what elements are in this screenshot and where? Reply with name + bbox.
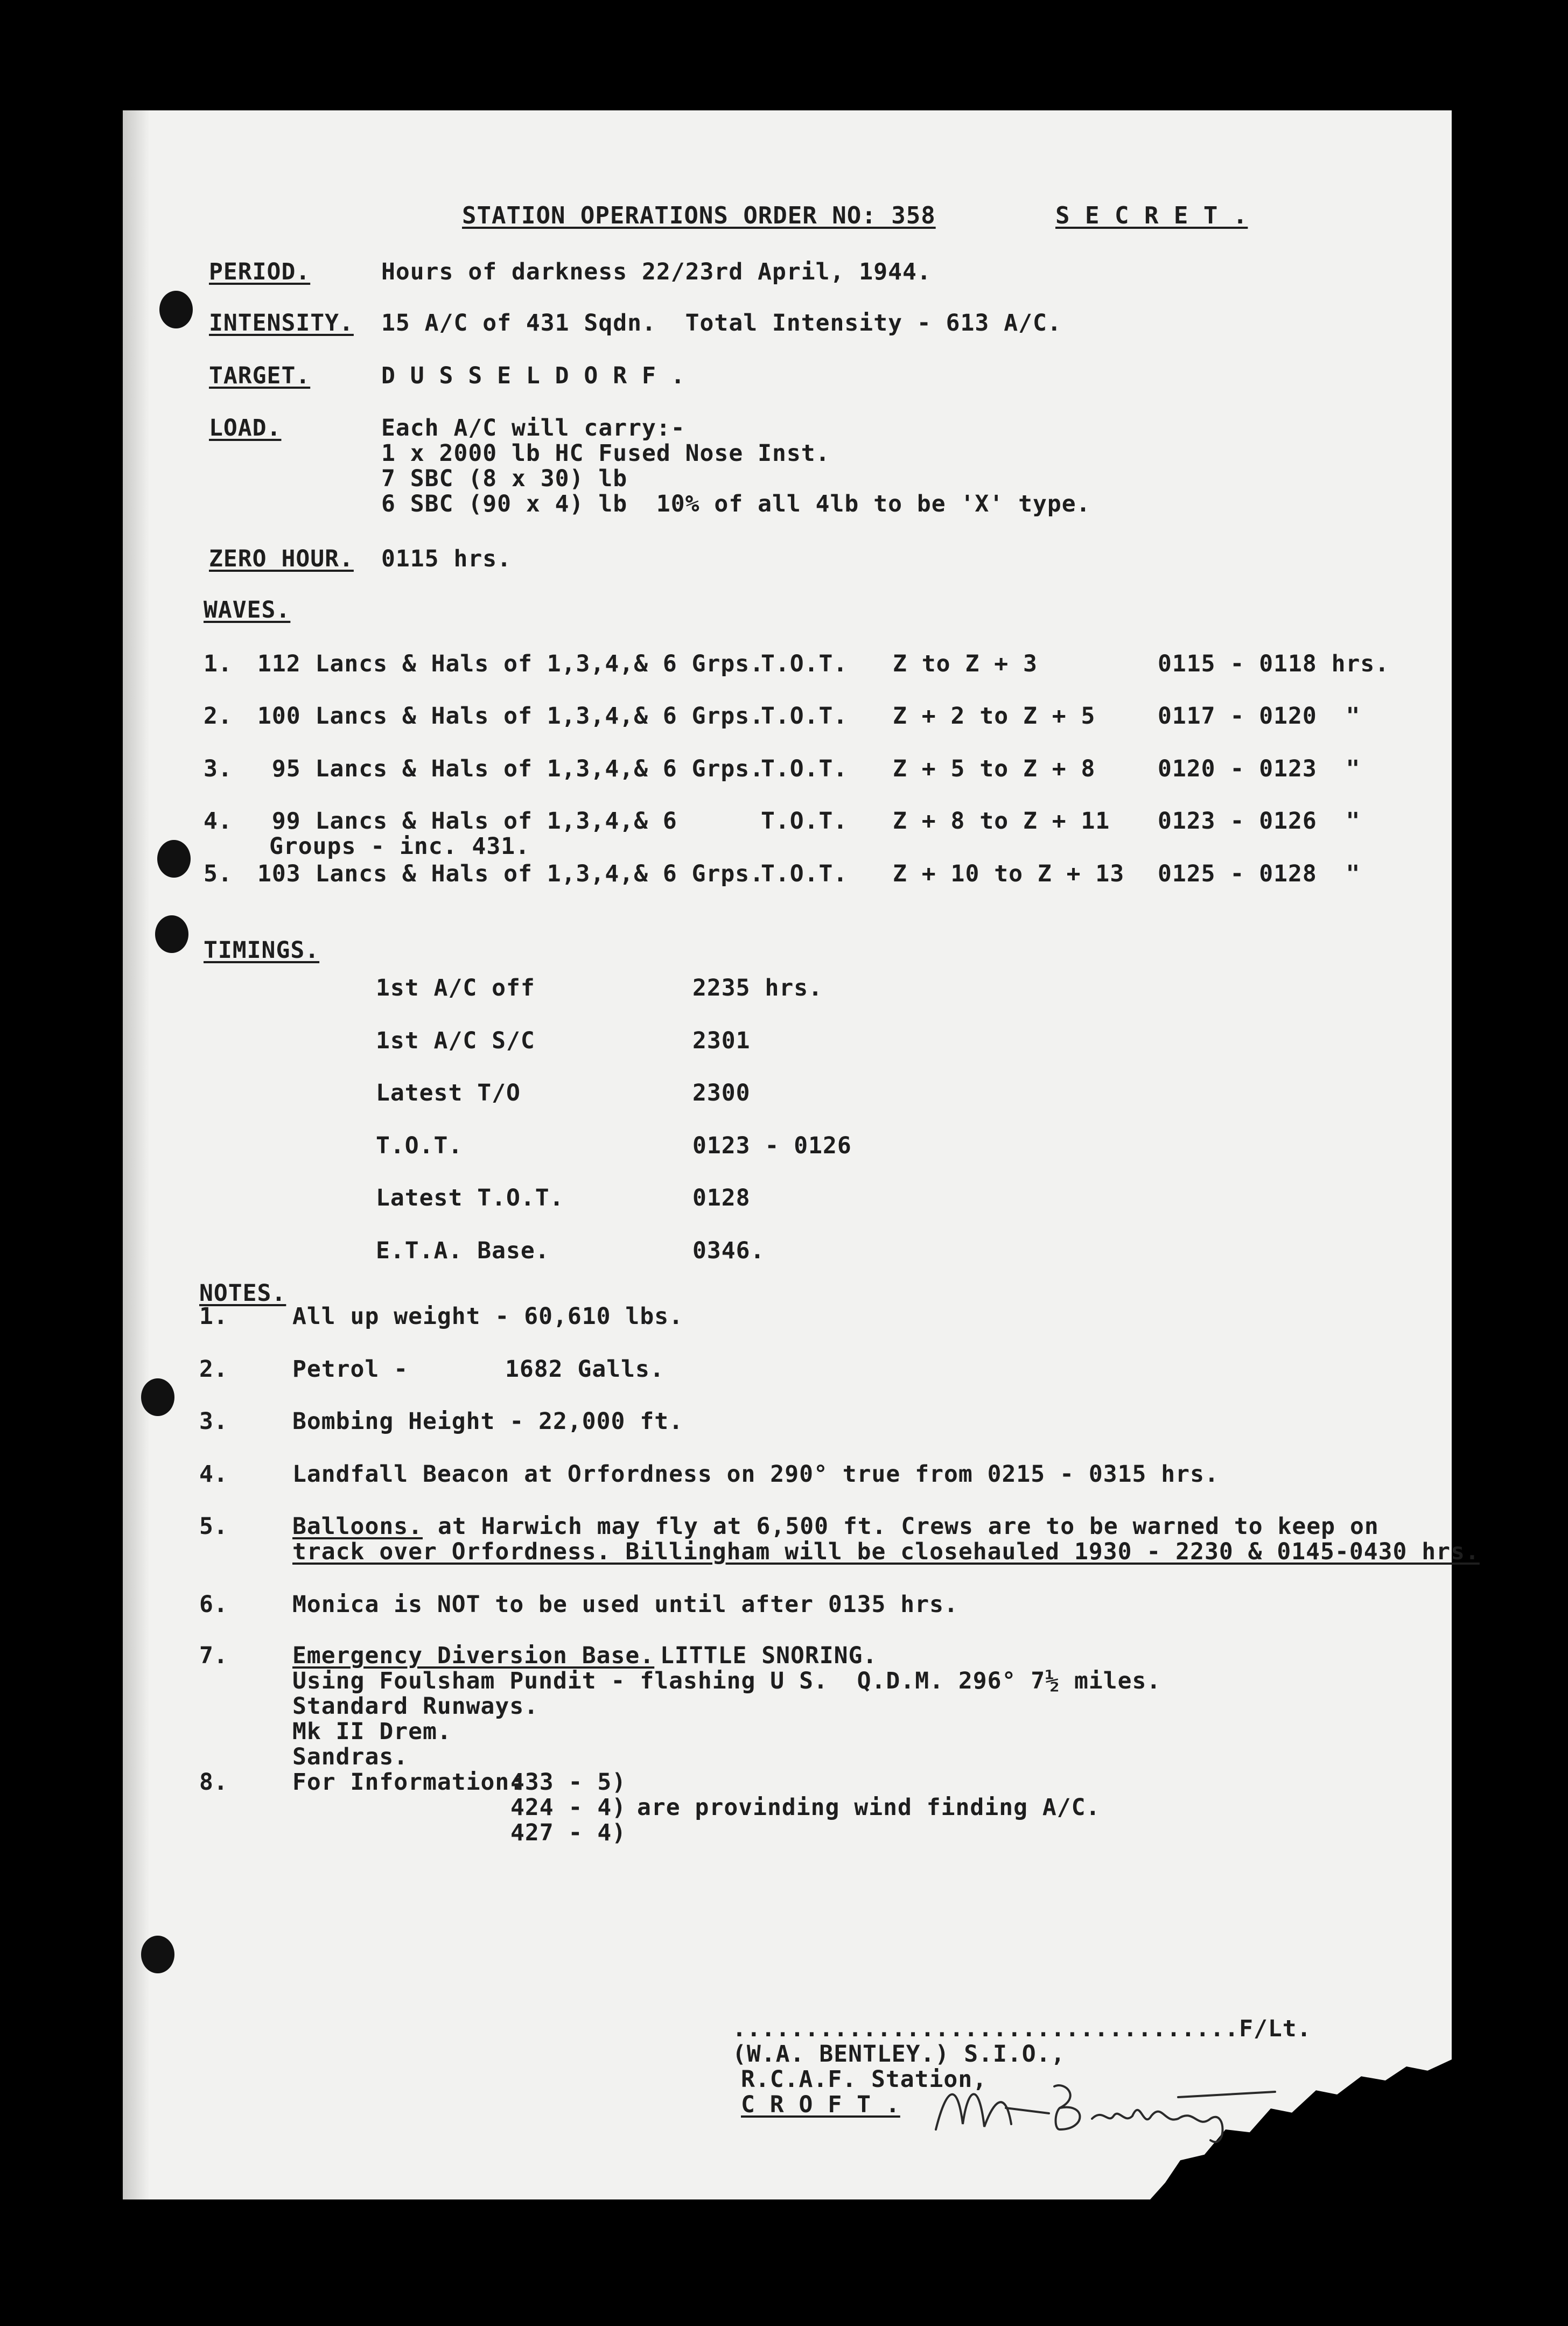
timing-value: 2301 — [692, 1027, 751, 1054]
wave-tot: T.O.T. — [761, 755, 848, 782]
punch-hole — [155, 915, 188, 953]
note-balloons-line: track over Orfordness. Billingham will be closehauled 1930 - 2230 & 0145-0430 hrs. — [292, 1538, 1480, 1565]
signatory-unit: R.C.A.F. Station, — [741, 2066, 988, 2093]
timings-label: TIMINGS. — [204, 937, 320, 964]
note-balloons-head: Balloons. — [292, 1513, 423, 1540]
note-bombing-height: Bombing Height - 22,000 ft. — [292, 1408, 683, 1435]
wave-zone: Z + 2 to Z + 5 — [893, 703, 1096, 730]
wave-time: 0120 - 0123 " — [1158, 755, 1361, 782]
note-number: 1. — [199, 1303, 228, 1330]
wave-number: 3. — [204, 755, 233, 782]
wave-number: 5. — [204, 860, 233, 887]
intensity-value: 15 A/C of 431 Sqdn. Total Intensity - 613 A/C. — [381, 310, 1062, 337]
note-diversion-line: Mk II Drem. — [292, 1718, 452, 1745]
wave-tot: T.O.T. — [761, 650, 848, 677]
wave-number: 4. — [204, 808, 233, 835]
note-information-text: are provinding wind finding A/C. — [637, 1794, 1101, 1821]
note-landfall-beacon: Landfall Beacon at Orfordness on 290° true from 0215 - 0315 hrs. — [292, 1461, 1219, 1488]
signatory-place: C R O F T . — [741, 2091, 900, 2118]
wave-description: 100 Lancs & Hals of 1,3,4,& 6 Grps. — [257, 703, 765, 730]
target-value: D U S S E L D O R F . — [381, 362, 685, 389]
timing-value: 0123 - 0126 — [692, 1132, 852, 1159]
waves-label: WAVES. — [204, 597, 291, 623]
note-info-count: 424 - 4) — [510, 1794, 627, 1821]
wave-zone: Z to Z + 3 — [893, 650, 1038, 677]
note-number: 4. — [199, 1461, 228, 1488]
timing-label: T.O.T. — [376, 1132, 463, 1159]
zero-hour-value: 0115 hrs. — [381, 545, 512, 572]
wave-description: 95 Lancs & Hals of 1,3,4,& 6 Grps. — [257, 755, 765, 782]
note-diversion-line: Standard Runways. — [292, 1693, 539, 1720]
page-edge-shadow — [123, 110, 150, 2199]
note-info-count: 427 - 4) — [510, 1819, 627, 1846]
period-value: Hours of darkness 22/23rd April, 1944. — [381, 258, 932, 285]
note-diversion-line: Using Foulsham Pundit - flashing U S. Q.D.M. 296° 7½ miles. — [292, 1668, 1161, 1694]
notes-label: NOTES. — [199, 1280, 286, 1307]
timing-value: 2300 — [692, 1080, 751, 1106]
note-number: 6. — [199, 1591, 228, 1618]
timing-label: 1st A/C S/C — [376, 1027, 535, 1054]
wave-description: 103 Lancs & Hals of 1,3,4,& 6 Grps. — [257, 860, 765, 887]
note-petrol-value: 1682 Galls. — [505, 1356, 664, 1383]
order-title: STATION OPERATIONS ORDER NO: 358 — [462, 202, 936, 229]
wave-tot: T.O.T. — [761, 703, 848, 730]
note-number: 2. — [199, 1356, 228, 1383]
punch-hole — [157, 840, 191, 878]
wave-zone: Z + 10 to Z + 13 — [893, 860, 1125, 887]
note-number: 8. — [199, 1769, 228, 1796]
document-page — [123, 110, 1480, 2199]
load-line: Each A/C will carry:- — [381, 415, 685, 442]
signatory-name: (W.A. BENTLEY.) S.I.O., — [732, 2041, 1066, 2068]
note-diversion-line: Sandras. — [292, 1743, 409, 1770]
timing-value: 2235 hrs. — [692, 975, 823, 1001]
note-info-count: 433 - 5) — [510, 1769, 627, 1796]
note-diversion-place: LITTLE SNORING. — [660, 1642, 878, 1669]
load-label: LOAD. — [209, 415, 282, 442]
wave-zone: Z + 8 to Z + 11 — [893, 808, 1110, 835]
punch-hole — [159, 291, 193, 328]
timing-label: E.T.A. Base. — [376, 1237, 550, 1264]
wave-number: 1. — [204, 650, 233, 677]
note-number: 7. — [199, 1642, 228, 1669]
wave-tot: T.O.T. — [761, 860, 848, 887]
timing-value: 0346. — [692, 1237, 765, 1264]
note-number: 3. — [199, 1408, 228, 1435]
intensity-label: INTENSITY. — [209, 310, 354, 337]
wave-description: 99 Lancs & Hals of 1,3,4,& 6 — [257, 808, 677, 835]
note-monica: Monica is NOT to be used until after 0135 hrs. — [292, 1591, 958, 1618]
wave-description-cont: Groups - inc. 431. — [269, 833, 530, 860]
load-line: 7 SBC (8 x 30) lb — [381, 465, 628, 492]
wave-time: 0117 - 0120 " — [1158, 703, 1361, 730]
timing-value: 0128 — [692, 1185, 751, 1211]
punch-hole — [141, 1378, 174, 1416]
note-number: 5. — [199, 1513, 228, 1540]
zero-hour-label: ZERO HOUR. — [209, 545, 354, 572]
wave-time: 0115 - 0118 hrs. — [1158, 650, 1390, 677]
timing-label: Latest T.O.T. — [376, 1185, 564, 1211]
wave-zone: Z + 5 to Z + 8 — [893, 755, 1096, 782]
note-petrol-label: Petrol - — [292, 1356, 409, 1383]
note-balloons-line: at Harwich may fly at 6,500 ft. Crews are to be warned to keep on — [438, 1513, 1379, 1540]
note-information-label: For Information: — [292, 1769, 524, 1796]
note-weight: All up weight - 60,610 lbs. — [292, 1303, 683, 1330]
signature-line: ...................................F/Lt. — [732, 2015, 1312, 2042]
timing-label: 1st A/C off — [376, 975, 535, 1001]
classification-mark: S E C R E T . — [1055, 202, 1248, 229]
load-line: 6 SBC (90 x 4) lb 10% of all 4lb to be 'X' type. — [381, 491, 1091, 517]
target-label: TARGET. — [209, 362, 311, 389]
period-label: PERIOD. — [209, 258, 311, 285]
wave-tot: T.O.T. — [761, 808, 848, 835]
wave-number: 2. — [204, 703, 233, 730]
load-line: 1 x 2000 lb HC Fused Nose Inst. — [381, 440, 830, 467]
wave-description: 112 Lancs & Hals of 1,3,4,& 6 Grps. — [257, 650, 765, 677]
timing-label: Latest T/O — [376, 1080, 521, 1106]
wave-time: 0123 - 0126 " — [1158, 808, 1361, 835]
punch-hole — [141, 1936, 174, 1973]
note-diversion-head: Emergency Diversion Base. — [292, 1642, 655, 1669]
wave-time: 0125 - 0128 " — [1158, 860, 1361, 887]
